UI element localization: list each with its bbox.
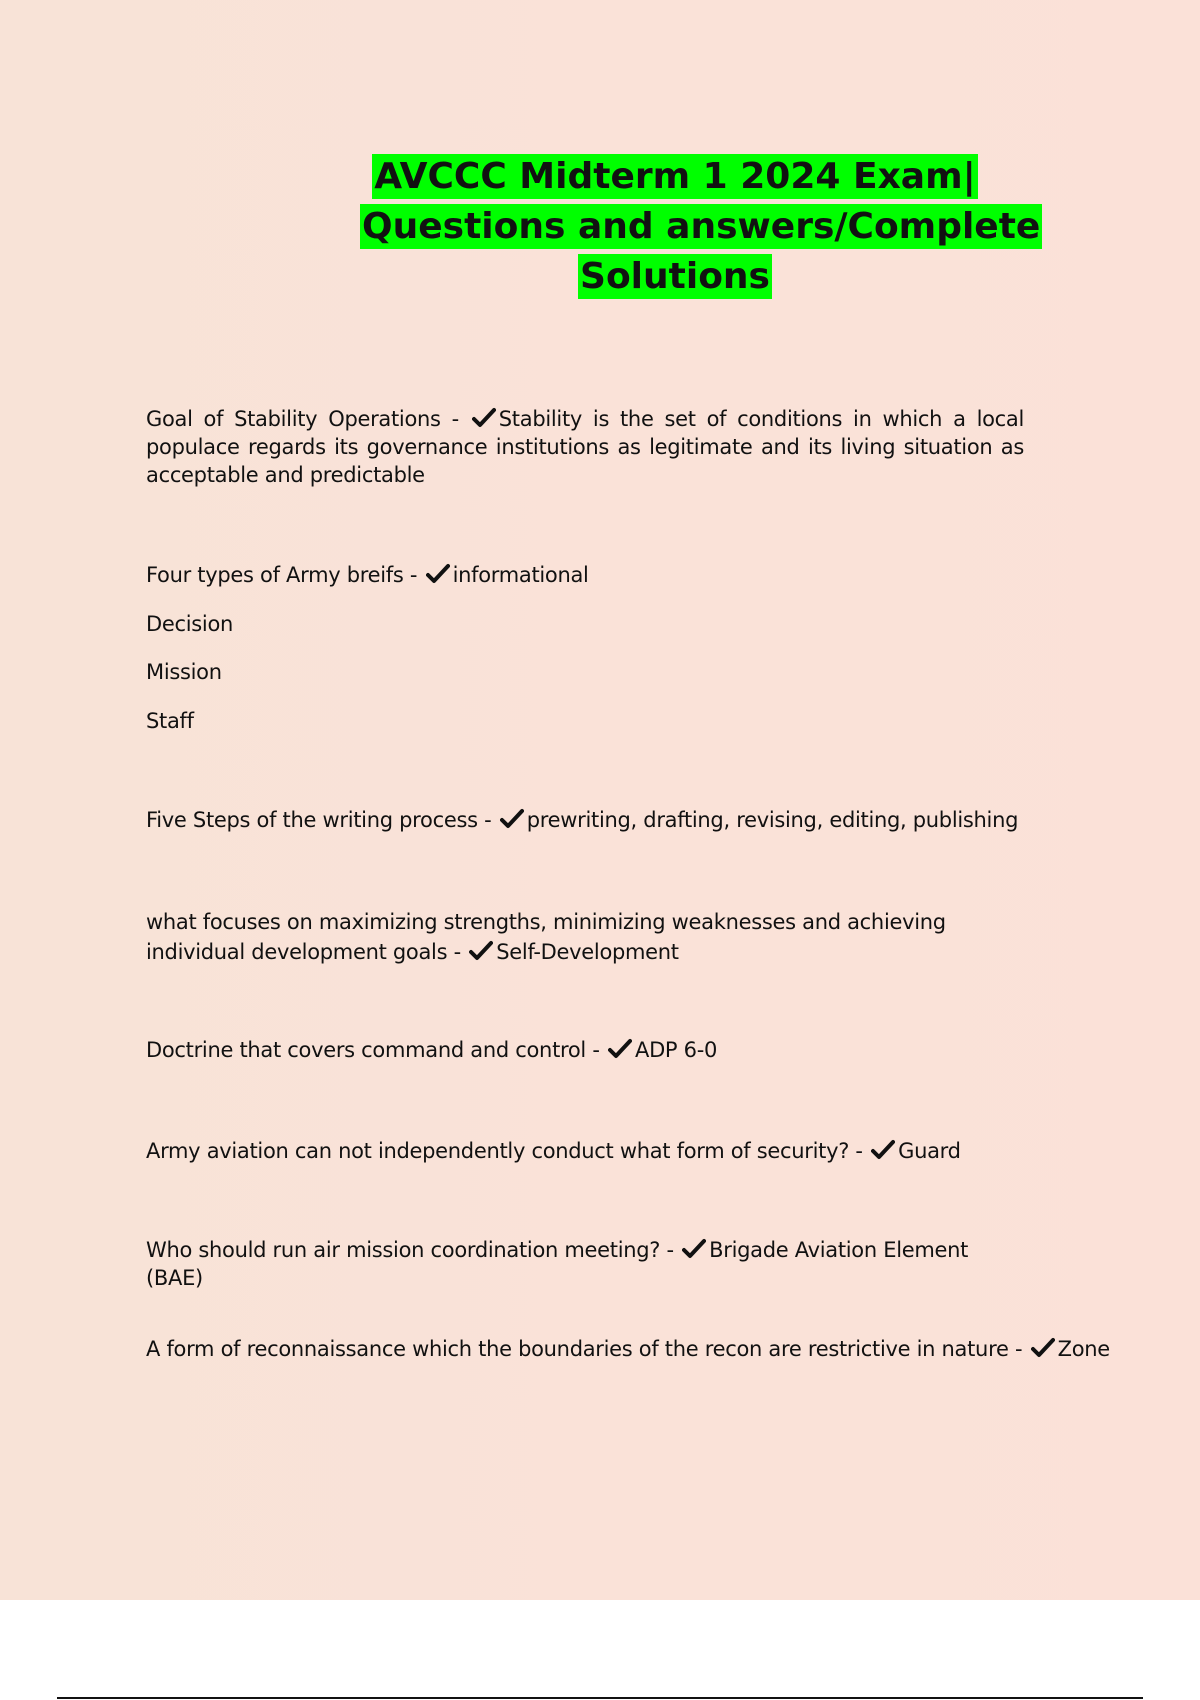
qa-item-air-mission-meeting xyxy=(146,1236,1026,1292)
qa-item-aviation-security xyxy=(146,1137,1026,1165)
question-text: Five Steps of the writing process - xyxy=(146,808,492,832)
qa-item-army-briefs xyxy=(146,561,1026,589)
answer-text: Brigade Aviation Element (BAE) xyxy=(146,1238,969,1290)
check-icon xyxy=(469,940,493,962)
title-line-1: AVCCC Midterm 1 2024 Exam| xyxy=(374,156,976,197)
check-icon xyxy=(608,1038,632,1060)
qa-item-self-development xyxy=(146,907,1026,967)
check-icon xyxy=(682,1238,706,1260)
answer-list-item: Mission xyxy=(146,660,222,684)
question-text: Doctrine that covers command and control - xyxy=(146,1038,600,1062)
question-text-line-2: individual development goals - xyxy=(146,940,461,964)
check-icon xyxy=(472,407,496,429)
answer-text: Guard xyxy=(898,1139,961,1163)
title-line-3: Solutions xyxy=(580,256,770,297)
question-text: Four types of Army breifs - xyxy=(146,563,418,587)
answer-text: Stability is the set of conditions in which a local populace regards its governance institutions as legitimate and its living situation as acceptable and predictable xyxy=(146,407,1024,487)
qa-item-zone-recon xyxy=(146,1335,1146,1363)
qa-item-writing-process xyxy=(146,806,1026,834)
answer-list-item: Decision xyxy=(146,612,234,636)
document-title xyxy=(360,152,1041,302)
answer-text: informational xyxy=(452,563,589,587)
check-icon xyxy=(500,808,524,830)
qa-item-command-control xyxy=(146,1036,1026,1064)
check-icon xyxy=(426,563,450,585)
question-text: Goal of Stability Operations - xyxy=(146,407,459,431)
answer-text: Zone xyxy=(1057,1337,1110,1361)
answer-text: prewriting, drafting, revising, editing, publishing xyxy=(526,808,1019,832)
qa-item-stability-operations xyxy=(146,405,1024,489)
check-icon xyxy=(1031,1337,1055,1359)
question-text-line-1: what focuses on maximizing strengths, minimizing weaknesses and achieving xyxy=(146,910,946,934)
question-text: A form of reconnaissance which the boundaries of the recon are restrictive in nature - xyxy=(146,1337,1023,1361)
answer-text: Self-Development xyxy=(496,940,679,964)
question-text: Army aviation can not independently conduct what form of security? - xyxy=(146,1139,863,1163)
question-text: Who should run air mission coordination meeting? - xyxy=(146,1238,674,1262)
check-icon xyxy=(871,1139,895,1161)
title-line-2: Questions and answers/Complete xyxy=(362,206,1041,247)
answer-list-item: Staff xyxy=(146,709,194,733)
answer-text: ADP 6-0 xyxy=(635,1038,718,1062)
page-bottom-rule xyxy=(57,1697,1143,1699)
